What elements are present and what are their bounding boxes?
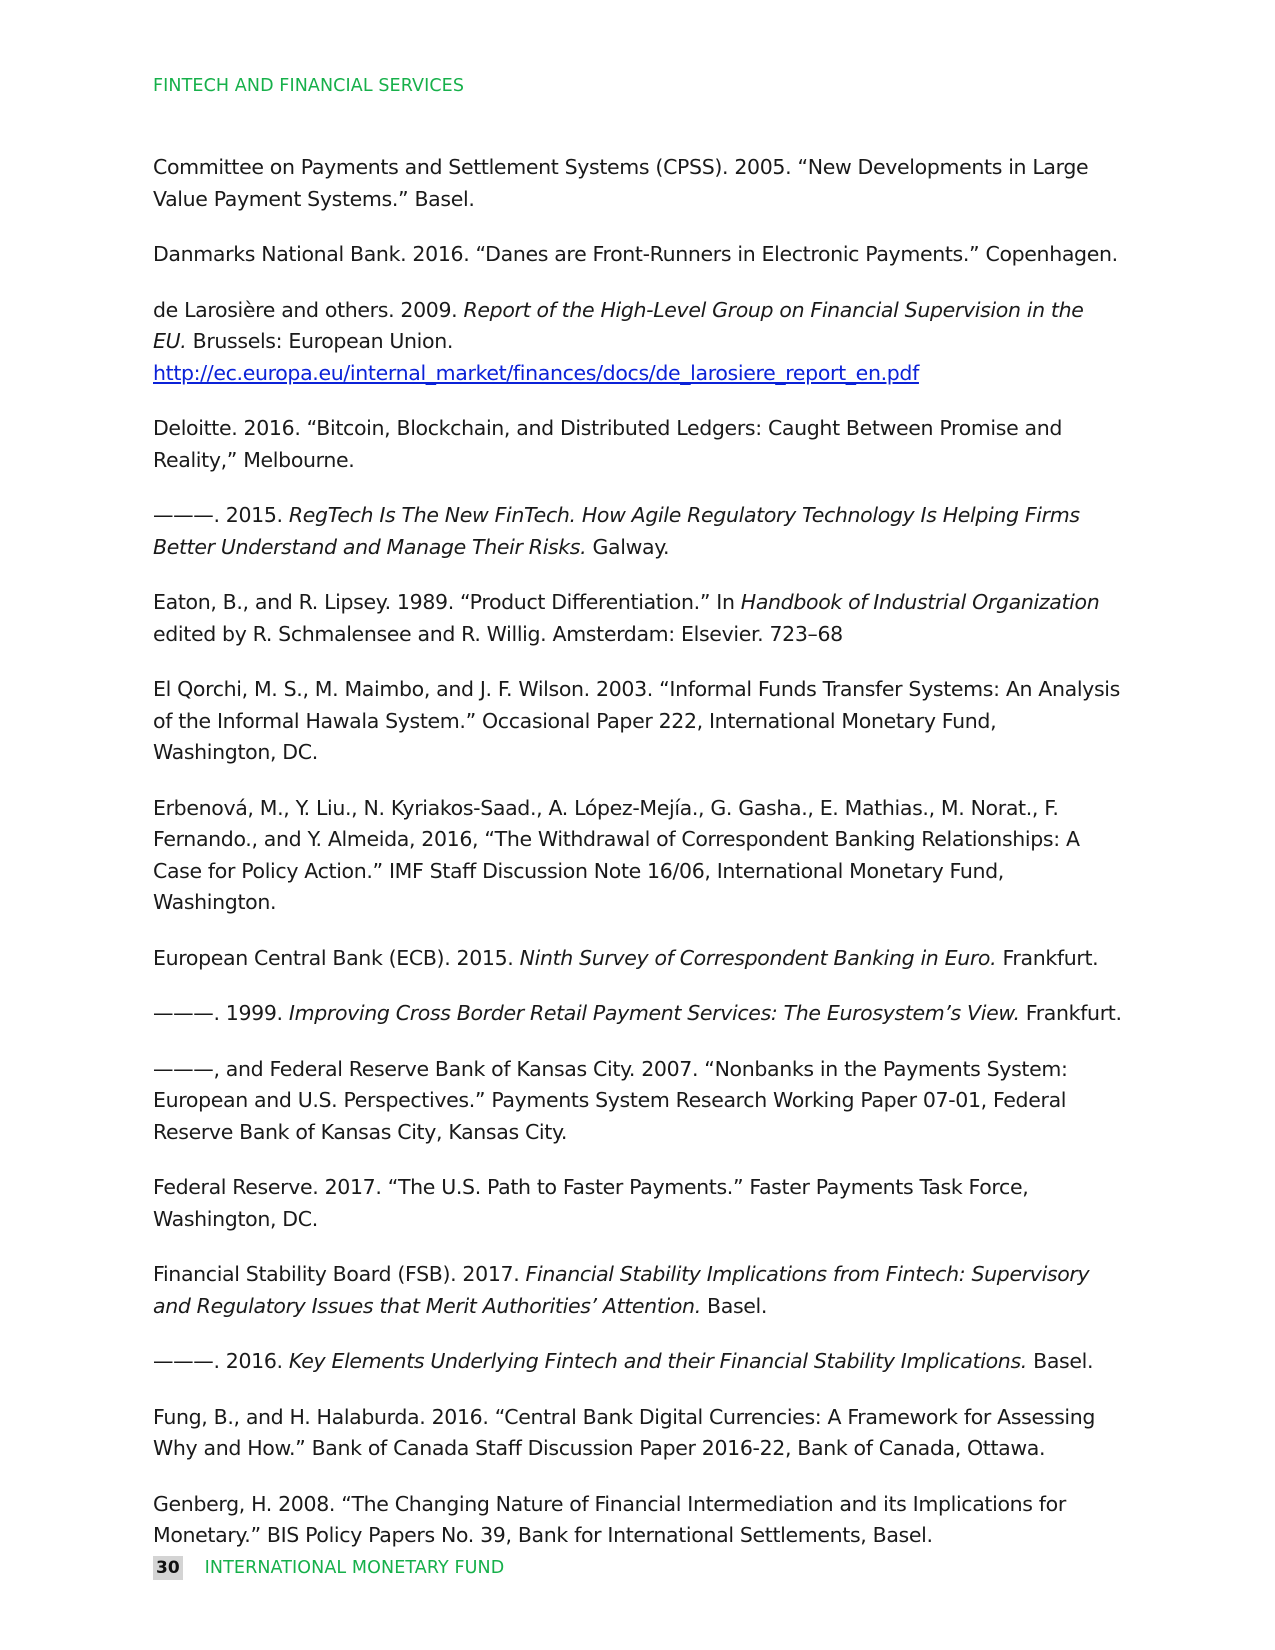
reference-title: Handbook of Industrial Organization: [740, 590, 1100, 614]
reference-text: European Central Bank (ECB). 2015.: [153, 945, 520, 970]
reference-text: ———. 2015.: [153, 503, 289, 527]
reference-ecb-1999: [153, 998, 1123, 1030]
reference-title: Financial Stability Implications from Fintech: Supervisory and Regulatory Issues that Merit Authorities’ Attention.: [153, 1262, 1090, 1318]
reference-elqorchi-2003: [153, 674, 1123, 769]
reference-text: Brussels: European Union.: [186, 329, 454, 353]
reference-text: Basel.: [1026, 1349, 1094, 1373]
reference-url-link[interactable]: http://ec.europa.eu/internal_market/finances/docs/de_larosiere_report_en.pdf: [153, 360, 919, 385]
reference-delarosiere-2009: [153, 295, 1123, 390]
reference-deloitte-2015: [153, 500, 1123, 563]
reference-text: Financial Stability Board (FSB). 2017.: [153, 1262, 526, 1286]
page-number: 30: [153, 1556, 183, 1580]
reference-fung-2016: [153, 1402, 1123, 1465]
reference-title: Ninth Survey of Correspondent Banking in Euro.: [519, 945, 997, 970]
reference-text: edited by R. Schmalensee and R. Willig. Amsterdam: Elsevier. 723–68: [153, 621, 843, 646]
running-header: FINTECH AND FINANCIAL SERVICES: [153, 76, 465, 96]
reference-erbenova-2016: [153, 793, 1123, 919]
reference-text: Genberg, H. 2008. “The Changing Nature of Financial Intermediation and its Implications for Monetary.” BIS Policy Papers No. 39, Bank for International Settlements, Basel.: [153, 1491, 1066, 1547]
reference-title: Key Elements Underlying Fintech and their Financial Stability Implications.: [288, 1349, 1027, 1373]
reference-title: Report of the High-Level Group on Financial Supervision in the EU.: [153, 297, 1084, 353]
reference-text: Basel.: [700, 1293, 768, 1318]
reference-text: Galway.: [586, 534, 670, 559]
reference-text: Eaton, B., and R. Lipsey. 1989. “Product Differentiation.” In: [153, 590, 741, 614]
reference-text: El Qorchi, M. S., M. Maimbo, and J. F. Wilson. 2003. “Informal Funds Transfer Systems: An Analysis of the Informal Hawala System.” Occasional Paper 222, International Monetary Fund, Washington, DC.: [153, 677, 1120, 764]
reference-text: Danmarks National Bank. 2016. “Danes are Front-Runners in Electronic Payments.” Copenhagen.: [153, 242, 1118, 266]
reference-genberg-2008: [153, 1489, 1123, 1552]
reference-text: de Larosière and others. 2009.: [153, 297, 464, 322]
footer-organization: INTERNATIONAL MONETARY FUND: [204, 1558, 505, 1578]
reference-text: Frankfurt.: [1019, 1001, 1122, 1025]
reference-ecb-kc-2007: [153, 1054, 1123, 1149]
reference-title: Improving Cross Border Retail Payment Services: The Eurosystem’s View.: [288, 1001, 1020, 1025]
reference-ecb-2015: [153, 943, 1123, 975]
reference-fed-2017: [153, 1172, 1123, 1235]
reference-text: Committee on Payments and Settlement Systems (CPSS). 2005. “New Developments in Large Value Payment Systems.” Basel.: [153, 155, 1089, 211]
reference-text: Deloitte. 2016. “Bitcoin, Blockchain, and Distributed Ledgers: Caught Between Promise and Reality,” Melbourne.: [153, 416, 1063, 472]
reference-list: [153, 152, 1123, 1576]
reference-text: Fung, B., and H. Halaburda. 2016. “Central Bank Digital Currencies: A Framework for Assessing Why and How.” Bank of Canada Staff Discussion Paper 2016-22, Bank of Canada, Ottawa.: [153, 1404, 1096, 1460]
reference-cpss-2005: [153, 152, 1123, 215]
reference-eaton-1989: [153, 587, 1123, 650]
reference-text: Erbenová, M., Y. Liu., N. Kyriakos-Saad., A. López-Mejía., G. Gasha., E. Mathias., M. Norat., F. Fernando., and Y. Almeida, 2016, “The Withdrawal of Correspondent Banking Relationships: A Case for Policy Action.” IMF Staff Discussion Note 16/06, International Monetary Fund, Washington.: [153, 795, 1080, 914]
reference-text: ———. 2016.: [153, 1349, 289, 1373]
reference-deloitte-2016: [153, 413, 1123, 476]
page-footer: [153, 1553, 504, 1583]
reference-text: Frankfurt.: [996, 945, 1099, 970]
reference-fsb-2017: [153, 1259, 1123, 1322]
reference-fsb-2016: [153, 1346, 1123, 1378]
reference-text: Federal Reserve. 2017. “The U.S. Path to Faster Payments.” Faster Payments Task Force, Washington, DC.: [153, 1175, 1029, 1231]
reference-title: RegTech Is The New FinTech. How Agile Regulatory Technology Is Helping Firms Better Understand and Manage Their Risks.: [153, 503, 1080, 559]
reference-text: ———. 1999.: [153, 1001, 289, 1025]
reference-text: ———, and Federal Reserve Bank of Kansas City. 2007. “Nonbanks in the Payments System: European and U.S. Perspectives.” Payments System Research Working Paper 07-01, Federal Reserve Bank of Kansas City, Kansas City.: [153, 1056, 1068, 1144]
reference-danmarks-2016: [153, 239, 1123, 271]
